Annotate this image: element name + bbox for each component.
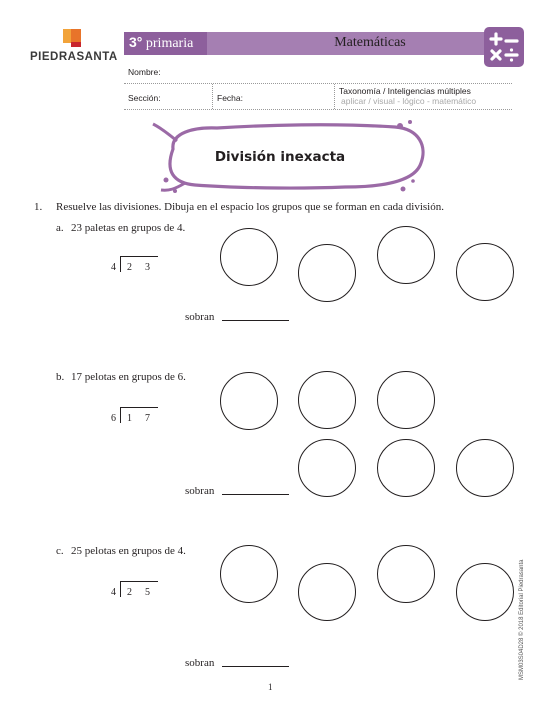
dividend-digit: 3: [145, 262, 150, 273]
group-circle[interactable]: [298, 244, 356, 302]
division-bracket: [120, 407, 121, 423]
copyright-side-text: MSM03S04D28 © 2018 Editorial Piedrasanta: [519, 559, 525, 680]
item-text: 25 pelotas en grupos de 4.: [71, 545, 186, 557]
group-circle[interactable]: [220, 372, 278, 430]
section-label: Sección:: [128, 93, 161, 103]
remainder-blank[interactable]: [222, 666, 289, 667]
field-divider: [334, 84, 335, 109]
logo-text: PIEDRASANTA: [30, 51, 118, 63]
remainder-label: sobran: [185, 485, 215, 497]
remainder-blank[interactable]: [222, 320, 289, 321]
group-circle[interactable]: [298, 439, 356, 497]
section-line: [124, 109, 512, 110]
divisor: 4: [111, 587, 116, 598]
dividend-digit: 5: [145, 587, 150, 598]
division-bracket: [120, 581, 121, 597]
remainder-label: sobran: [185, 657, 215, 669]
divisor: 4: [111, 262, 116, 273]
page-number: 1: [268, 682, 273, 692]
division-bracket: [120, 256, 121, 272]
grade-label: [129, 34, 193, 52]
logo-mark: [62, 28, 84, 50]
dividend-digit: 1: [127, 413, 132, 424]
taxonomy-detail: aplicar / visual - lógico - matemático: [341, 96, 477, 106]
dividend-digit: 2: [127, 262, 132, 273]
item-letter: a.: [56, 222, 64, 234]
item-text: 17 pelotas en grupos de 6.: [71, 371, 186, 383]
divisor: 6: [111, 413, 116, 424]
group-circle[interactable]: [456, 563, 514, 621]
math-operations-icon: [484, 27, 524, 67]
subject-title: Matemáticas: [334, 35, 406, 50]
exercise-instruction: Resuelve las divisiones. Dibuja en el espacio los grupos que se forman en cada división.: [56, 201, 444, 213]
group-circle[interactable]: [220, 228, 278, 286]
worksheet-title: División inexacta: [214, 149, 346, 165]
remainder-label: sobran: [185, 311, 215, 323]
group-circle[interactable]: [377, 545, 435, 603]
item-text: 23 paletas en grupos de 4.: [71, 222, 186, 234]
field-divider: [212, 84, 213, 109]
group-circle[interactable]: [220, 545, 278, 603]
item-letter: b.: [56, 371, 65, 383]
item-letter: c.: [56, 545, 64, 557]
group-circle[interactable]: [377, 439, 435, 497]
division-bracket-top: [120, 256, 158, 257]
group-circle[interactable]: [456, 439, 514, 497]
group-circle[interactable]: [298, 371, 356, 429]
dividend-digit: 7: [145, 413, 150, 424]
group-circle[interactable]: [377, 226, 435, 284]
division-bracket-top: [120, 581, 158, 582]
grade-level: primaria: [145, 36, 194, 51]
group-circle[interactable]: [377, 371, 435, 429]
grade-number: 3°: [129, 34, 143, 50]
group-circle[interactable]: [456, 243, 514, 301]
name-label: Nombre:: [128, 67, 161, 77]
division-bracket-top: [120, 407, 158, 408]
taxonomy-title: Taxonomía / Inteligencias múltiples: [339, 86, 471, 96]
name-line: [124, 83, 512, 84]
dividend-digit: 2: [127, 587, 132, 598]
date-label: Fecha:: [217, 93, 243, 103]
remainder-blank[interactable]: [222, 494, 289, 495]
exercise-number: 1.: [34, 201, 43, 213]
group-circle[interactable]: [298, 563, 356, 621]
